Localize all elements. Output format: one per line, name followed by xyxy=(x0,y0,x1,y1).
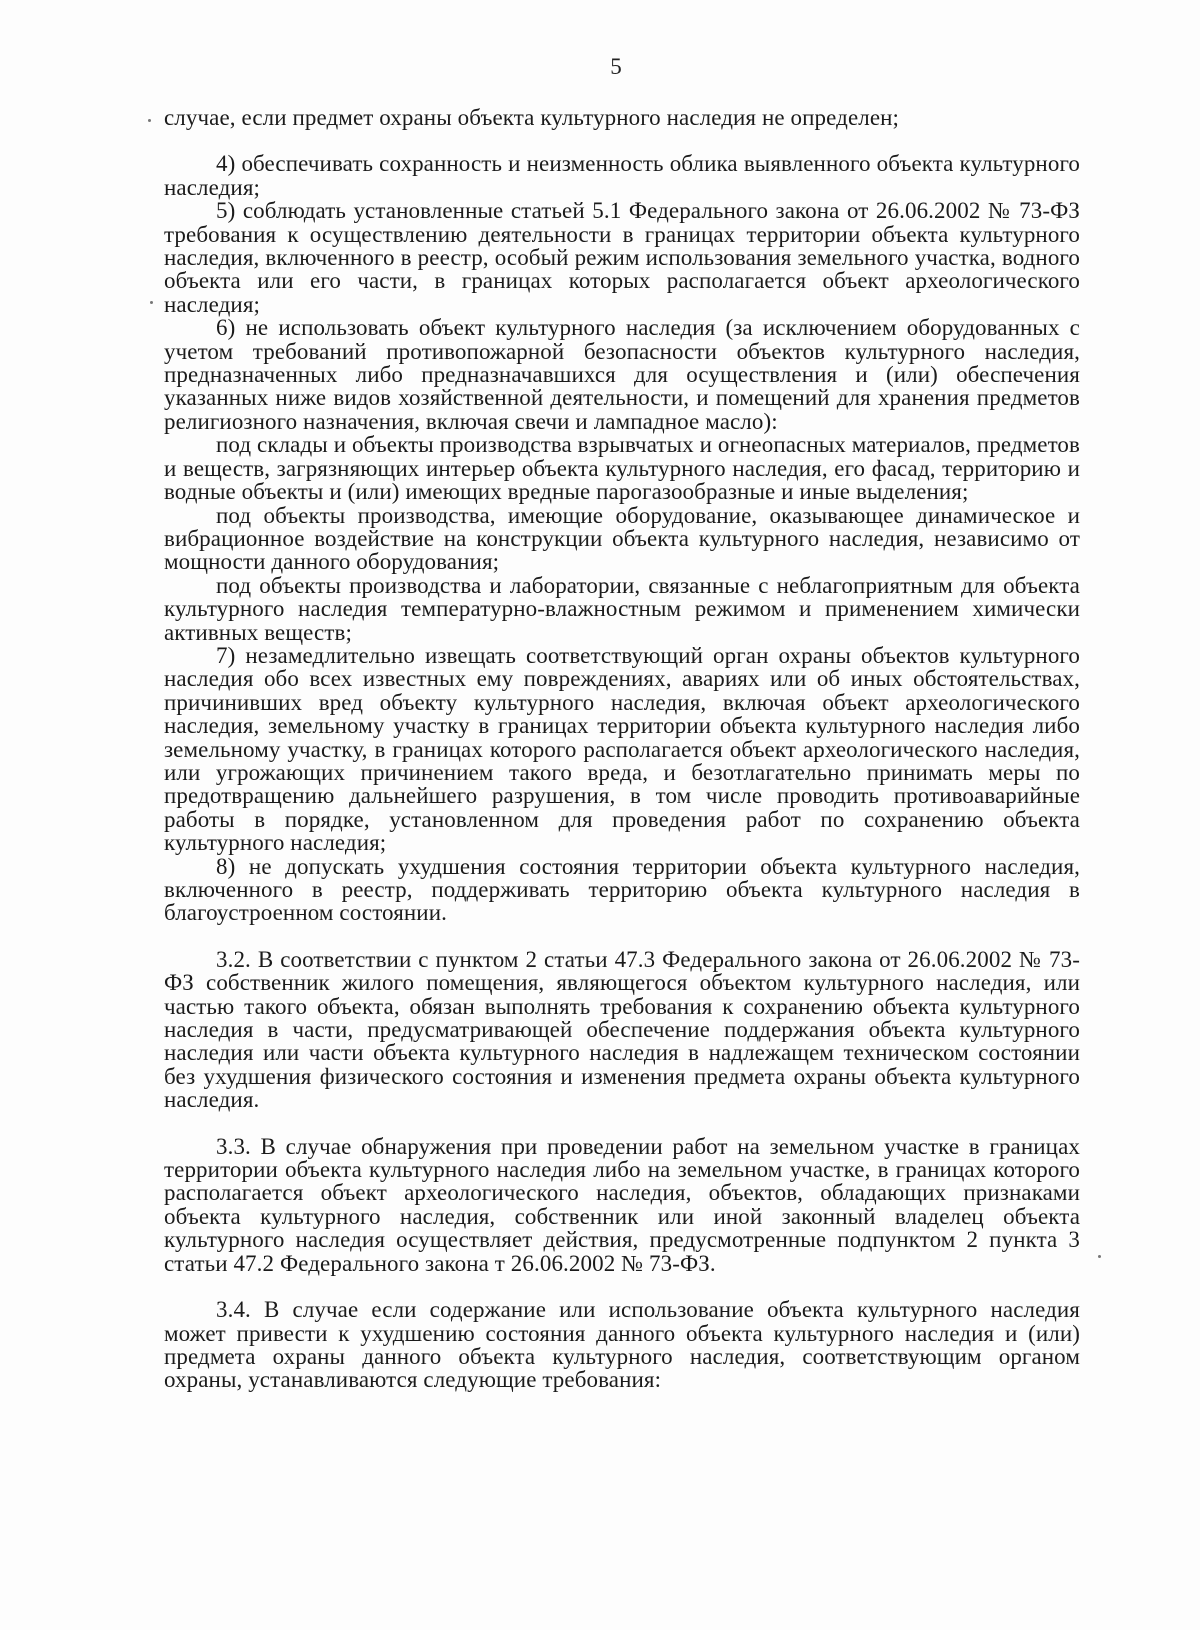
scan-speck xyxy=(148,119,151,122)
paragraph-item-5: 5) соблюдать установленные статьей 5.1 Федерального закона от 26.06.2002 № 73-ФЗ требования к осуществлению деятельности в границах территории объекта культурного наследия, включенного в реестр, особый режим использования земельного участка, водного объекта или его части, в границах которых располагается объект археологического наследия; xyxy=(164,198,1080,317)
paragraph-item-7: 7) незамедлительно извещать соответствующий орган охраны объектов культурного наследия обо всех известных ему повреждениях, авариях или об иных обстоятельствах, причинивших вред объекту культурного наследия, включая объект археологического наследия, земельному участку в границах территории объекта культурного наследия либо земельному участку, в границах которого располагается объект археологического наследия, или угрожающих причинением такого вреда, и безотлагательно принимать меры по предотвращению дальнейшего разрушения, в том числе проводить противоаварийные работы в порядке, установленном для проведения работ по сохранению объекта культурного наследия; xyxy=(164,642,1080,856)
paragraph-section-3-3: 3.3. В случае обнаружения при проведении работ на земельном участке в границах территории объекта культурного наследия либо на земельном участке, в границах которого располагается объект археологического наследия, объектов, обладающих признаками объекта культурного наследия, собственник или иной законный владелец объекта культурного наследия осуществляет действия, предусмотренные подпунктом 2 пункта 3 статьи 47.2 Федерального закона т 26.06.2002 № 73-ФЗ. xyxy=(164,1133,1080,1276)
paragraph-item-6-sub-1: под склады и объекты производства взрывчатых и огнеопасных материалов, предметов и веществ, загрязняющих интерьер объекта культурного наследия, его фасад, территорию и водные объекты и (или) имеющих вредные парогазообразные и иные выделения; xyxy=(164,432,1080,505)
page-number: 5 xyxy=(610,54,622,79)
paragraph-item-6: 6) не использовать объект культурного наследия (за исключением оборудованных с учетом требований противопожарной безопасности объектов культурного наследия, предназначенных либо предназначавшихся для осуществления и (или) обеспечения указанных ниже видов хозяйственной деятельности, и помещений для хранения предметов религиозного назначения, включая свечи и лампадное масло): xyxy=(164,315,1080,434)
paragraph-item-8: 8) не допускать ухудшения состояния территории объекта культурного наследия, включенного в реестр, поддерживать территорию объекта культурного наследия в благоустроенном состоянии. xyxy=(164,853,1080,926)
paragraph-item-6-sub-2: под объекты производства, имеющие оборудование, оказывающее динамическое и вибрационное воздействие на конструкции объекта культурного наследия, независимо от мощности данного оборудования; xyxy=(164,502,1080,575)
paragraph-section-3-2: 3.2. В соответствии с пунктом 2 статьи 47.3 Федерального закона от 26.06.2002 № 73-ФЗ собственник жилого помещения, являющегося объектом культурного наследия, или частью такого объекта, обязан выполнять требования к сохранению объекта культурного наследия в части, предусматривающей обеспечение поддержания объекта культурного наследия или части объекта культурного наследия в надлежащем техническом состоянии без ухудшения физического состояния и изменения предмета охраны объекта культурного наследия. xyxy=(164,946,1080,1113)
paragraph-item-6-sub-3: под объекты производства и лаборатории, связанные с неблагоприятным для объекта культурного наследия температурно-влажностным режимом и применением химически активных веществ; xyxy=(164,572,1080,645)
paragraph-continuation: случае, если предмет охраны объекта культурного наследия не определен; xyxy=(164,105,900,130)
document-body xyxy=(164,106,1080,1392)
scan-speck xyxy=(150,301,153,304)
paragraph-section-3-4: 3.4. В случае если содержание или использование объекта культурного наследия может привести к ухудшению состояния данного объекта культурного наследия и (или) предмета охраны данного объекта культурного наследия, соответствующим органом охраны, устанавливаются следующие требования: xyxy=(164,1297,1080,1393)
scan-speck xyxy=(1098,1255,1101,1258)
paragraph-item-4: 4) обеспечивать сохранность и неизменность облика выявленного объекта культурного наследия; xyxy=(164,151,1080,200)
